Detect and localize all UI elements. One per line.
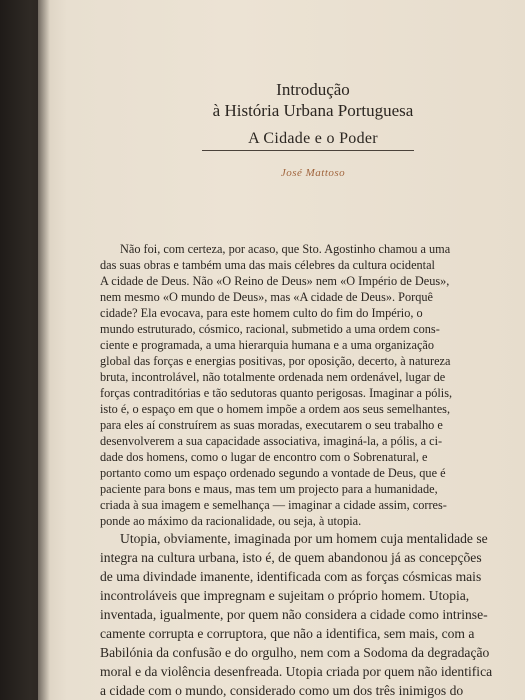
body-line: Não foi, com certeza, por acaso, que Sto. Agostinho chamou a uma: [120, 242, 451, 256]
body-line: bruta, incontrolável, não totalmente ordenada nem ordenável, lugar de: [100, 370, 446, 384]
body-line: incontroláveis que impregnam e sujeitam o próprio homem. Utopia,: [100, 588, 470, 603]
chapter-title-line1: Introdução: [276, 80, 350, 99]
body-line: portanto como um espaço ordenado segundo a vontade de Deus, que é: [100, 466, 446, 480]
body-line: de uma divindade imanente, identificada com as forças cósmicas mais: [100, 569, 482, 584]
body-line: isto é, o espaço em que o homem impõe a ordem aos seus semelhantes,: [100, 402, 451, 416]
body-line: ponde ao máximo da racionalidade, ou seja, à utopia.: [100, 514, 362, 528]
body-line: para eles aí construírem as suas moradas, executarem o seu trabalho e: [100, 418, 443, 432]
body-line: A cidade de Deus. Não «O Reino de Deus» nem «O Império de Deus»,: [100, 274, 450, 288]
body-line: ciente e programada, a uma hierarquia humana e a uma organização: [100, 338, 435, 352]
body-line: Utopia, obviamente, imaginada por um homem cuja mentalidade se: [120, 531, 488, 546]
body-line: inventada, igualmente, por quem não considera a cidade como intrinse-: [100, 607, 488, 622]
body-line: moral e da violência desenfreada. Utopia criada por quem não identifica: [100, 664, 493, 679]
title-underline: [202, 150, 414, 151]
chapter-title-line2: à História Urbana Portuguesa: [212, 101, 414, 120]
body-line: dade dos homens, como o lugar de encontro com o Sobrenatural, e: [100, 450, 428, 464]
body-line: cidade? Ela evocava, para este homem culto do fim do Império, o: [100, 306, 423, 320]
body-line: das suas obras e também uma das mais célebres da cultura ocidental: [100, 258, 435, 272]
body-line: mundo estruturado, cósmico, racional, submetido a uma ordem cons-: [100, 322, 440, 336]
page-gutter-shadow: [0, 0, 50, 700]
body-line: criada à sua imagem e semelhança — imaginar a cidade assim, corres-: [100, 498, 447, 512]
body-line: nem mesmo «O mundo de Deus», mas «A cidade de Deus». Porquê: [100, 290, 433, 304]
body-line: integra na cultura urbana, isto é, de quem abandonou já as concepções: [100, 550, 482, 565]
body-line: paciente para bons e maus, mas tem um projecto para a humanidade,: [100, 482, 438, 496]
body-line: Babilónia da confusão e do orgulho, nem com a Sodoma da degradação: [100, 645, 490, 660]
body-line: camente corrupta e corruptora, que não a identifica, sem mais, com a: [100, 626, 475, 641]
body-line: global das forças e energias positivas, por oposição, decerto, à natureza: [100, 354, 451, 368]
body-line: desenvolverem a sua capacidade associativa, imaginá-la, a pólis, a ci-: [100, 434, 443, 448]
book-page: [38, 0, 525, 700]
author-name: José Mattoso: [280, 167, 346, 179]
chapter-subtitle: A Cidade e o Poder: [248, 130, 378, 147]
body-line: forças contraditórias e tão sedutoras quanto perigosas. Imaginar a pólis,: [100, 386, 453, 400]
body-line: a cidade com o mundo, considerado como um dos três inimigos do: [100, 683, 464, 698]
